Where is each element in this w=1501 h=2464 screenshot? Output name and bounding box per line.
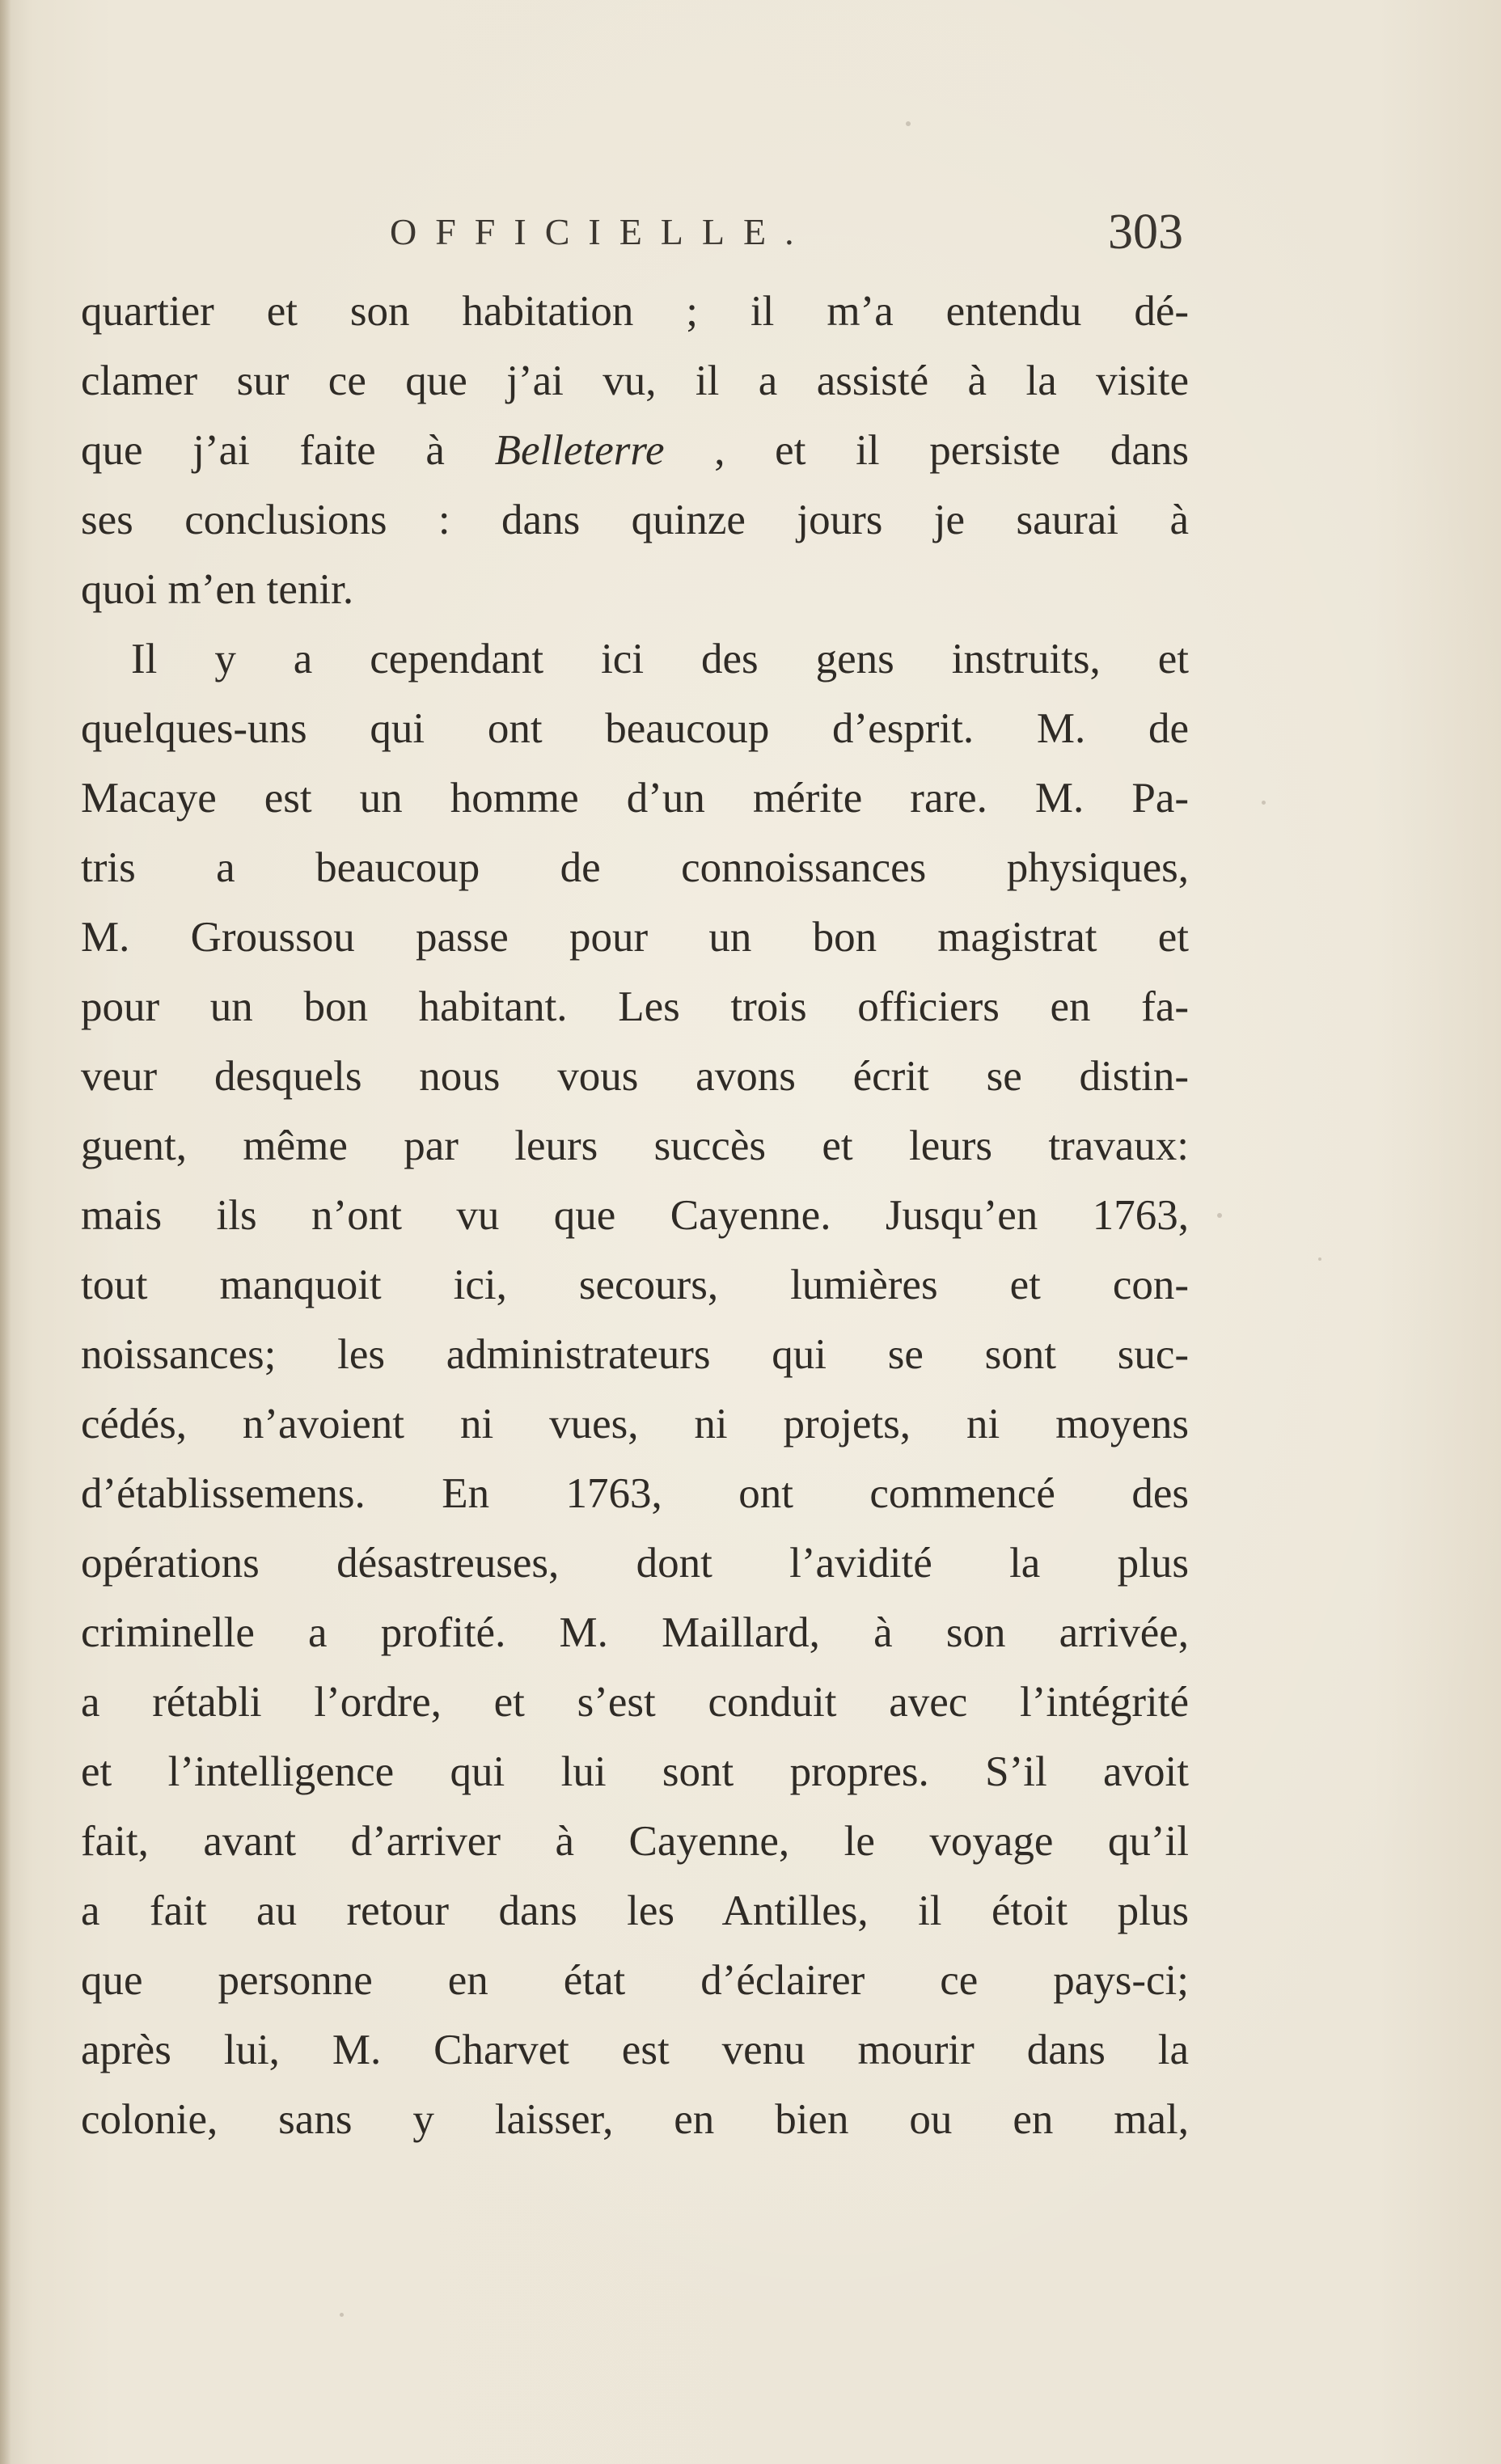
running-head: [0, 204, 1501, 260]
paper-speck: [1262, 801, 1266, 805]
paper-speck: [1217, 1213, 1222, 1218]
text-line: a fait au retour dans les Antilles, il étoit plus: [81, 1887, 1189, 1934]
paragraph-start-line: Il y a cependant ici des gens instruits, et: [131, 636, 1189, 683]
text-line: criminelle a profité. M. Maillard, à son arrivée,: [81, 1609, 1189, 1656]
text-line: d’établissemens. En 1763, ont commencé des: [81, 1470, 1189, 1517]
italic-place-name: Belleterre: [494, 427, 665, 474]
text-line: quartier et son habitation ; il m’a entendu dé-: [81, 288, 1189, 335]
paper-speck: [1318, 1257, 1321, 1261]
body-text: [81, 277, 1189, 2154]
paper-speck: [340, 2313, 344, 2317]
text-line: colonie, sans y laisser, en bien ou en mal,: [81, 2096, 1189, 2143]
text-line: M. Groussou passe pour un bon magistrat et: [81, 914, 1189, 961]
paragraph-end-line: quoi m’en tenir.: [81, 566, 354, 613]
text-line: a rétabli l’ordre, et s’est conduit avec l’intégrité: [81, 1679, 1189, 1726]
text-line: et l’intelligence qui lui sont propres. S’il avoit: [81, 1748, 1189, 1795]
text-run: que j’ai faite à: [81, 427, 495, 474]
text-line: après lui, M. Charvet est venu mourir dans la: [81, 2027, 1189, 2073]
page-gutter-shadow: [0, 0, 11, 2464]
text-line: pour un bon habitant. Les trois officiers en fa-: [81, 983, 1189, 1030]
text-line: mais ils n’ont vu que Cayenne. Jusqu’en 1763,: [81, 1192, 1189, 1239]
text-run: , et il persiste dans: [664, 427, 1189, 474]
text-line: fait, avant d’arriver à Cayenne, le voyage qu’il: [81, 1818, 1189, 1865]
text-line: [81, 416, 1189, 485]
text-line: tout manquoit ici, secours, lumières et con-: [81, 1262, 1189, 1308]
text-line: opérations désastreuses, dont l’avidité la plus: [81, 1540, 1189, 1587]
text-line: noissances; les administrateurs qui se sont suc-: [81, 1331, 1189, 1378]
text-line: veur desquels nous vous avons écrit se distin-: [81, 1053, 1189, 1100]
text-line: tris a beaucoup de connoissances physiques,: [81, 844, 1189, 891]
page-number: 303: [1108, 205, 1183, 260]
text-line: cédés, n’avoient ni vues, ni projets, ni moyens: [81, 1401, 1189, 1448]
text-line: guent, même par leurs succès et leurs travaux:: [81, 1122, 1189, 1169]
text-line: ses conclusions : dans quinze jours je saurai à: [81, 497, 1189, 543]
text-line: clamer sur ce que j’ai vu, il a assisté à la visite: [81, 357, 1189, 404]
paper-speck: [906, 121, 911, 126]
text-line: Macaye est un homme d’un mérite rare. M. Pa-: [81, 775, 1189, 822]
text-line: que personne en état d’éclairer ce pays-ci;: [81, 1957, 1189, 2004]
running-title: OFFICIELLE.: [390, 211, 813, 252]
text-line: quelques-uns qui ont beaucoup d’esprit. M. de: [81, 705, 1189, 752]
